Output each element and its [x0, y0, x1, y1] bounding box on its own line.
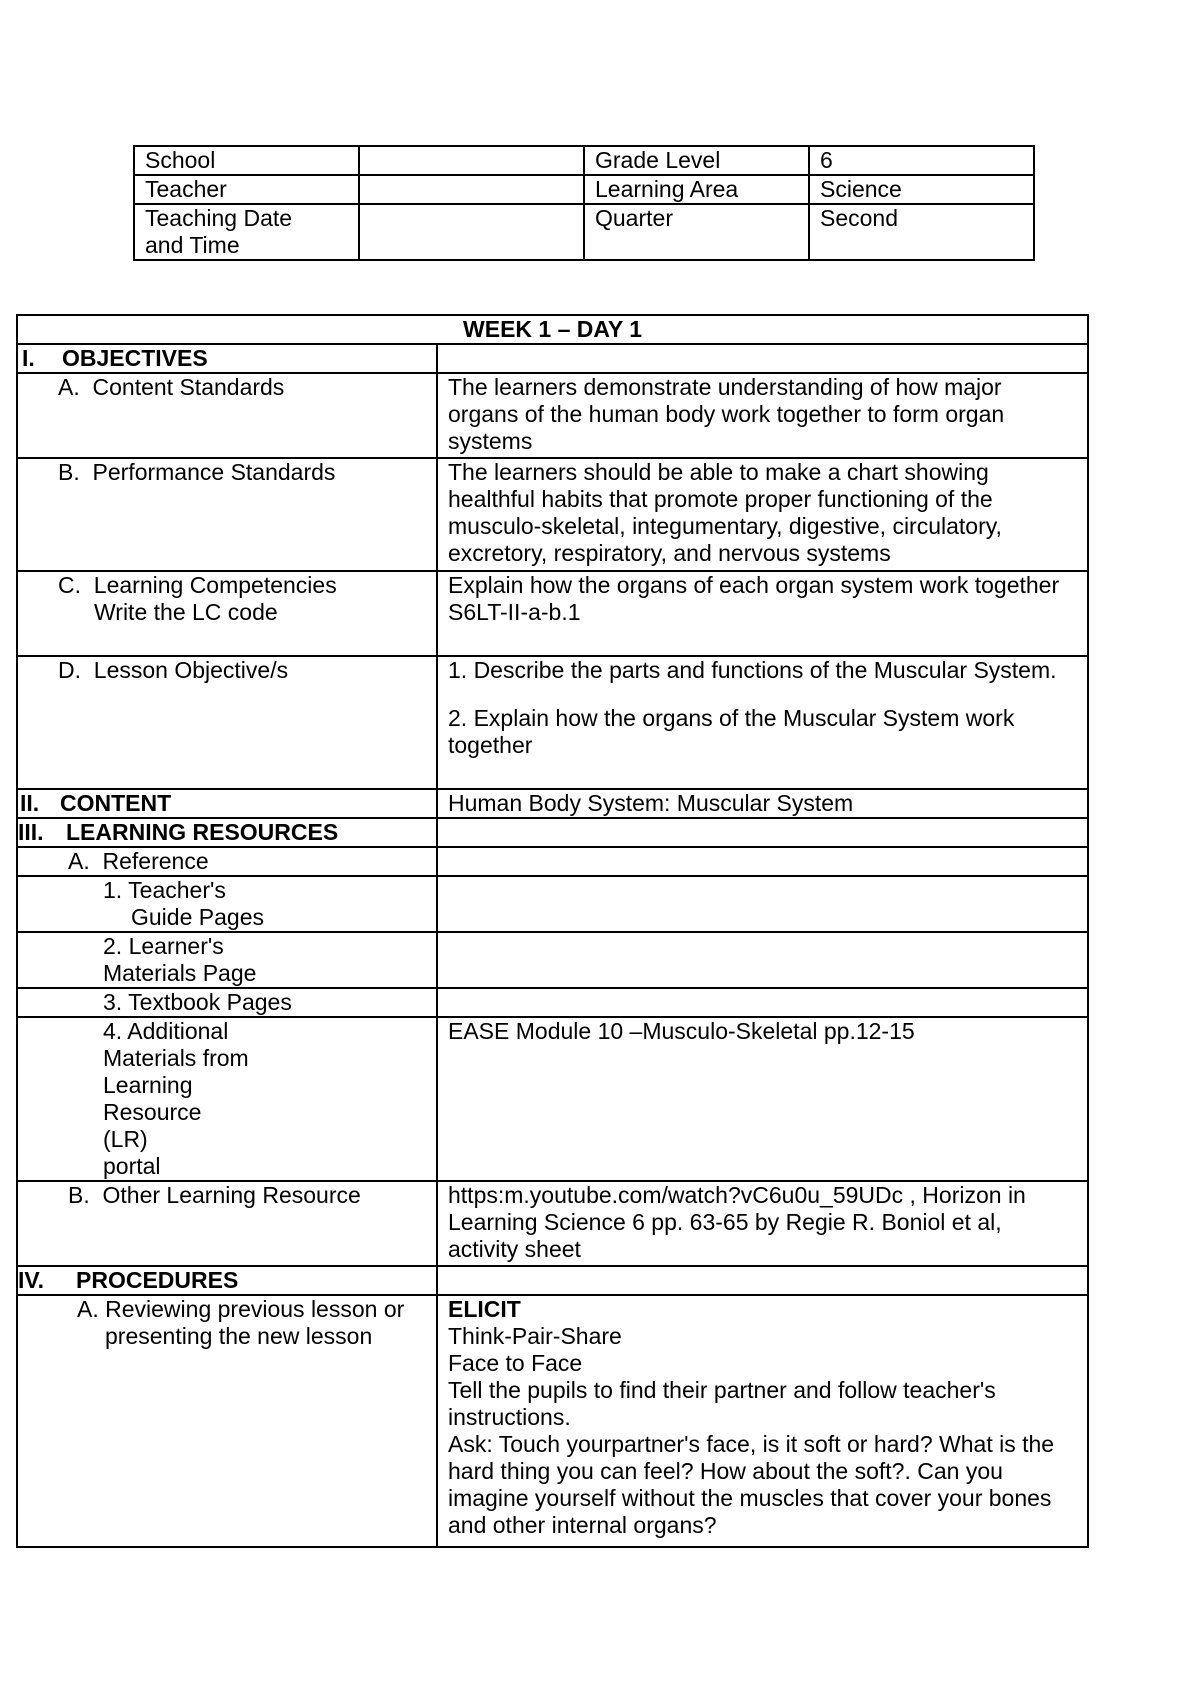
reference-row	[17, 847, 1088, 876]
lc-code-label: Write the LC code	[94, 599, 278, 625]
teaching-date-value	[359, 204, 584, 260]
additional-materials-label-2: Materials from	[103, 1045, 249, 1071]
procedures-heading-value	[437, 1266, 1088, 1295]
learning-resources-heading	[17, 818, 437, 847]
learning-competencies-label	[17, 571, 437, 656]
textbook-label: 3. Textbook Pages	[17, 988, 437, 1017]
reference-value	[437, 847, 1088, 876]
elicit-line-1: Think-Pair-Share	[448, 1323, 622, 1349]
additional-materials-label-5: (LR)	[103, 1126, 148, 1152]
learning-competencies-letter: C.	[58, 572, 81, 598]
elicit-line-3: Tell the pupils to find their partner and follow teacher's instructions.	[448, 1377, 996, 1430]
additional-materials-label-3: Learning	[103, 1072, 193, 1098]
procedures-numeral: IV.	[18, 1267, 45, 1293]
learners-materials-label-1: 2. Learner's	[103, 933, 224, 959]
learning-resources-heading-text: LEARNING RESOURCES	[66, 819, 339, 845]
week-day-title: WEEK 1 – DAY 1	[17, 315, 1088, 344]
content-row	[17, 789, 1088, 818]
objectives-heading	[17, 344, 437, 373]
review-lesson-label	[17, 1295, 437, 1547]
grade-level-label: Grade Level	[584, 146, 809, 175]
lesson-objective-2: 2. Explain how the organs of the Muscular System work together	[448, 705, 1015, 758]
learning-competencies-label-text: Learning Competencies	[93, 572, 337, 598]
objectives-heading-value	[437, 344, 1088, 373]
week-day-row	[17, 315, 1088, 344]
other-resource-row	[17, 1181, 1088, 1266]
review-lesson-label-1-text: Reviewing previous lesson or	[105, 1296, 405, 1322]
content-heading-text: CONTENT	[60, 790, 172, 816]
teaching-date-row	[134, 204, 1034, 260]
learning-competencies-row	[17, 571, 1088, 656]
learning-area-label: Learning Area	[584, 175, 809, 204]
other-resource-label	[17, 1181, 437, 1266]
teachers-guide-label-1: 1. Teacher's	[103, 877, 226, 903]
learners-materials-label-2: Materials Page	[103, 960, 257, 986]
content-standards-label-text: Content Standards	[92, 374, 285, 400]
performance-standards-label	[17, 458, 437, 571]
grade-level-value: 6	[809, 146, 1034, 175]
additional-materials-label	[17, 1017, 437, 1181]
elicit-line-4: Ask: Touch yourpartner's face, is it soft or hard? What is the hard thing you can feel? How about the soft?. Can you imagine yourself without the muscles that cover your bones and other internal organs?	[448, 1431, 1055, 1538]
teachers-guide-row	[17, 876, 1088, 932]
review-lesson-label-1	[77, 1296, 426, 1323]
school-row	[134, 146, 1034, 175]
lesson-objectives-label-text: Lesson Objective/s	[93, 657, 289, 683]
content-standards-text: The learners demonstrate understanding of how major organs of the human body work together to form organ systems	[437, 373, 1088, 458]
lesson-objectives-letter: D.	[58, 657, 81, 683]
content-standards-row	[17, 373, 1088, 458]
elicit-line-2: Face to Face	[448, 1350, 583, 1376]
teaching-date-label-line-2: and Time	[145, 232, 240, 258]
lesson-objectives-label	[17, 656, 437, 789]
review-lesson-letter: A.	[77, 1296, 99, 1322]
learning-competencies-text-1: Explain how the organs of each organ system work together	[448, 572, 1060, 598]
content-standards-letter: A.	[58, 374, 80, 400]
lesson-objectives-row	[17, 656, 1088, 789]
additional-materials-label-4: Resource	[103, 1099, 202, 1125]
textbook-value	[437, 988, 1088, 1017]
learning-competencies-text	[437, 571, 1088, 656]
school-label: School	[134, 146, 359, 175]
learning-resources-heading-value	[437, 818, 1088, 847]
reference-label-text: Reference	[102, 848, 209, 874]
additional-materials-row	[17, 1017, 1088, 1181]
lc-code: S6LT-II-a-b.1	[448, 599, 581, 625]
teachers-guide-label-2: Guide Pages	[131, 904, 264, 930]
performance-standards-text: The learners should be able to make a chart showing healthful habits that promote proper functioning of the musculo-skeletal, integumentary, digestive, circulatory, excretory, respiratory, and nervous systems	[437, 458, 1088, 571]
teacher-row	[134, 175, 1034, 204]
teaching-date-label-line-1: Teaching Date	[145, 205, 293, 231]
quarter-value: Second	[809, 204, 1034, 260]
learning-resources-heading-row	[17, 818, 1088, 847]
learners-materials-label	[17, 932, 437, 988]
learning-area-value: Science	[809, 175, 1034, 204]
performance-standards-letter: B.	[58, 459, 80, 485]
learning-resources-numeral: III.	[18, 819, 44, 845]
additional-materials-label-1: 4. Additional	[103, 1018, 229, 1044]
performance-standards-row	[17, 458, 1088, 571]
review-lesson-row	[17, 1295, 1088, 1547]
teacher-label: Teacher	[134, 175, 359, 204]
other-resource-letter: B.	[68, 1182, 90, 1208]
elicit-heading: ELICIT	[448, 1296, 521, 1322]
performance-standards-label-text: Performance Standards	[92, 459, 336, 485]
other-resource-label-text: Other Learning Resource	[102, 1182, 361, 1208]
teaching-date-label	[134, 204, 359, 260]
teacher-value	[359, 175, 584, 204]
school-value	[359, 146, 584, 175]
textbook-row	[17, 988, 1088, 1017]
teachers-guide-value	[437, 876, 1088, 932]
procedures-heading-row	[17, 1266, 1088, 1295]
content-standards-label	[17, 373, 437, 458]
other-resource-text: https:m.youtube.com/watch?vC6u0u_59UDc , Horizon in Learning Science 6 pp. 63-65 by Regie R. Boniol et al, activity sheet	[437, 1181, 1088, 1266]
reference-letter: A.	[68, 848, 90, 874]
lesson-objectives-text	[437, 656, 1088, 789]
lesson-objective-1: 1. Describe the parts and functions of the Muscular System.	[448, 657, 1057, 683]
objectives-heading-text: OBJECTIVES	[62, 345, 208, 371]
content-numeral: II.	[20, 790, 40, 816]
content-text: Human Body System: Muscular System	[437, 789, 1088, 818]
content-heading	[17, 789, 437, 818]
school-info-table	[133, 145, 1035, 261]
review-lesson-label-2: presenting the new lesson	[105, 1323, 373, 1349]
reference-label	[17, 847, 437, 876]
learners-materials-row	[17, 932, 1088, 988]
additional-materials-value: EASE Module 10 –Musculo-Skeletal pp.12-15	[437, 1017, 1088, 1181]
objectives-numeral: I.	[22, 345, 35, 371]
objectives-heading-row	[17, 344, 1088, 373]
procedures-heading-text: PROCEDURES	[76, 1267, 239, 1293]
procedures-heading	[17, 1266, 437, 1295]
additional-materials-label-6: portal	[103, 1153, 161, 1179]
teachers-guide-label	[17, 876, 437, 932]
review-lesson-text	[437, 1295, 1088, 1547]
quarter-label: Quarter	[584, 204, 809, 260]
lesson-plan-table	[16, 314, 1089, 1548]
learners-materials-value	[437, 932, 1088, 988]
